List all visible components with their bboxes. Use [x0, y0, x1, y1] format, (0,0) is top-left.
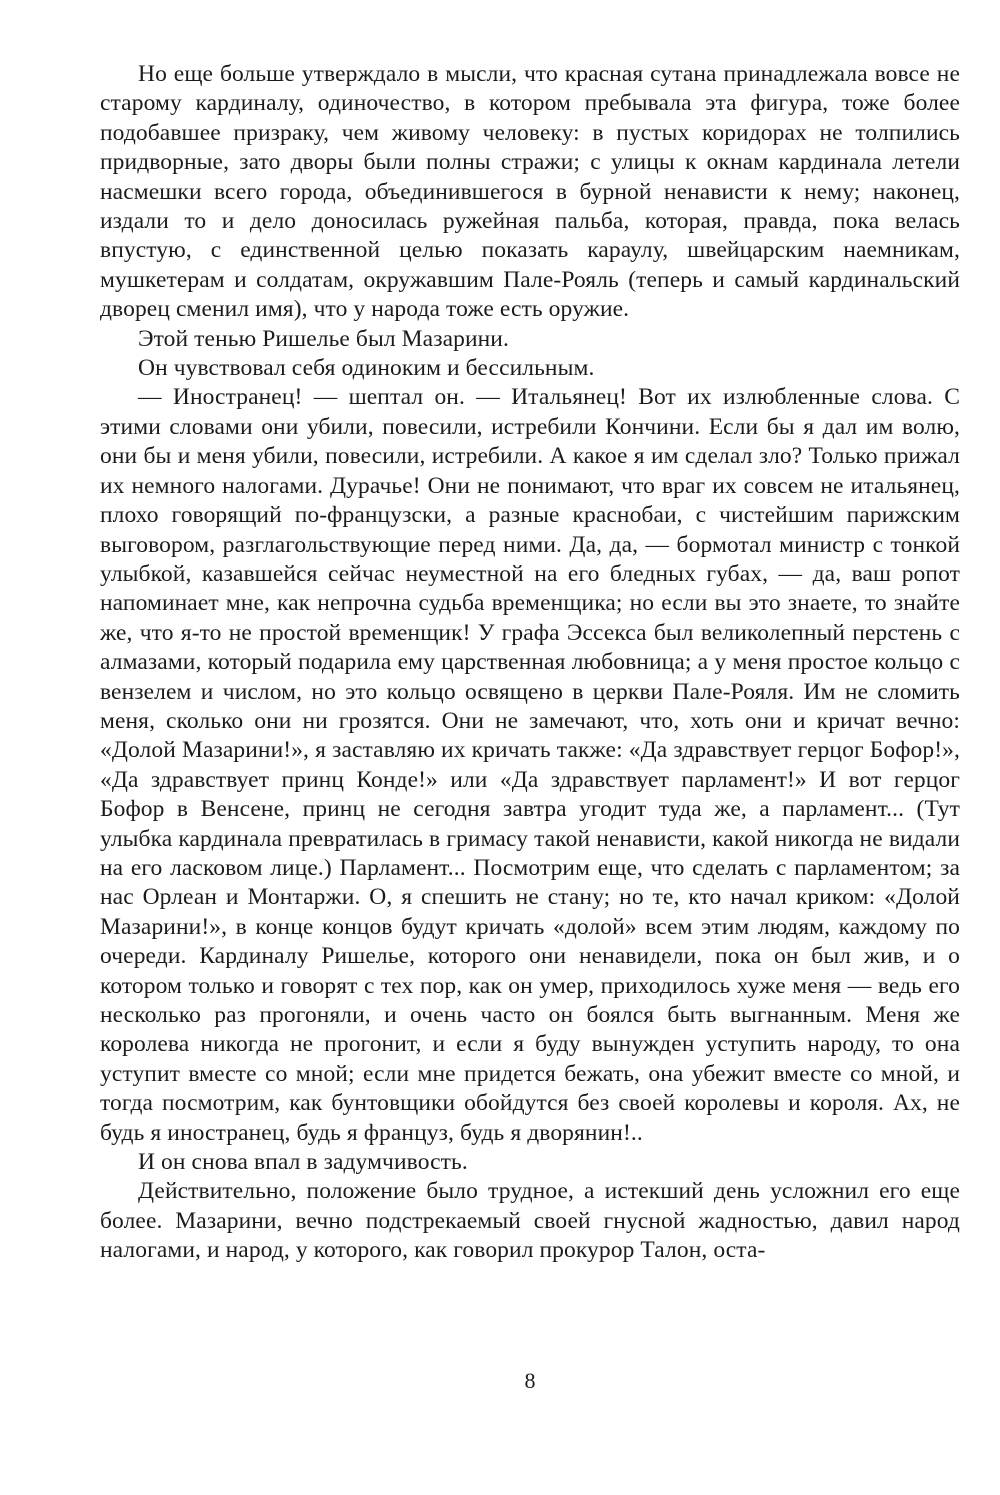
text-block	[100, 60, 960, 1266]
paragraph: Этой тенью Ришелье был Мазарини.	[138, 325, 509, 352]
paragraph: Он чувствовал себя одиноким и бессильным.	[138, 355, 595, 382]
paragraph: И он снова впал в задумчивость.	[138, 1149, 468, 1176]
page-number: 8	[524, 1368, 536, 1393]
paragraph: — Иностранец! — шептал он. — Итальянец! Вот их излюбленные слова. С этими словами они убили, повесили, истребили Кончини. Если бы я дал им волю, они бы и меня убили, повесили, истребили. А какое я им сделал зло? Только прижал их немного налогами. Дурачье! Они не понимают, что враг их совсем не итальянец, плохо говорящий по-французски, а разные краснобаи, с чистейшим парижским выговором, разглагольствующие перед ними. Да, да, — бормотал министр с тонкой улыбкой, казавшейся сейчас неуместной на его бледных губах, — да, ваш ропот напоминает мне, как непрочна судьба временщика; но если вы это знаете, то знайте же, что я-то не простой временщик! У графа Эссекса был великолепный перстень с алмазами, который подарила ему царственная любовница; а у меня простое кольцо с вензелем и числом, но это кольцо освящено в церкви Пале-Рояля. Им не сломить меня, сколько они ни грозятся. Они не замечают, что, хоть они и кричат вечно: «Долой Мазарини!», я заставляю их кричать также: «Да здравствует герцог Бофор!», «Да здравствует принц Конде!» или «Да здравствует парламент!» И вот герцог Бофор в Венсене, принц не сегодня завтра угодит туда же, а парламент... (Тут улыбка кардинала превратилась в гримасу такой ненависти, какой никогда не видали на его ласковом лице.) Парламент... Посмотрим еще, что сделать с парламентом; за нас Орлеан и Монтаржи. О, я спешить не стану; но те, кто начал криком: «Долой Мазарини!», в конце концов будут кричать «долой» всем этим людям, каждому по очереди. Кардиналу Ришелье, которого они ненавидели, пока он был жив, и о котором только и говорят с тех пор, как он умер, приходилось хуже меня — ведь его несколько раз прогоняли, и очень часто он боялся быть выгнанным. Меня же королева никогда не прогонит, и если я буду вынужден уступить народу, то она уступит вместе со мной; если мне придется бежать, она убежит вместе со мной, и тогда посмотрим, как бунтовщики обойдутся без своей королевы и короля. Ах, не будь я иностранец, будь я француз, будь я дворянин!..	[100, 384, 960, 1146]
paragraph: Действительно, положение было трудное, а истекший день усложнил его еще более. Мазарини, вечно подстрекаемый своей гнусной жадностью, давил народ налогами, и народ, у которого, как говорил прокурор Талон, оста-	[100, 1178, 960, 1264]
paragraph: Но еще больше утверждало в мысли, что красная сутана принадлежала вовсе не старому кардиналу, одиночество, в котором пребывала эта фигура, тоже более подобавшее призраку, чем живому человеку: в пустых коридорах не толпились придворные, зато дворы были полны стражи; с улицы к окнам кардинала летели насмешки всего города, объединившегося в бурной ненависти к нему; наконец, издали то и дело доносилась ружейная пальба, которая, правда, пока велась впустую, с единственной целью показать караулу, швейцарским наемникам, мушкетерам и солдатам, окружавшим Пале-Рояль (теперь и самый кардинальский дворец сменил имя), что у народа тоже есть оружие.	[100, 61, 960, 323]
